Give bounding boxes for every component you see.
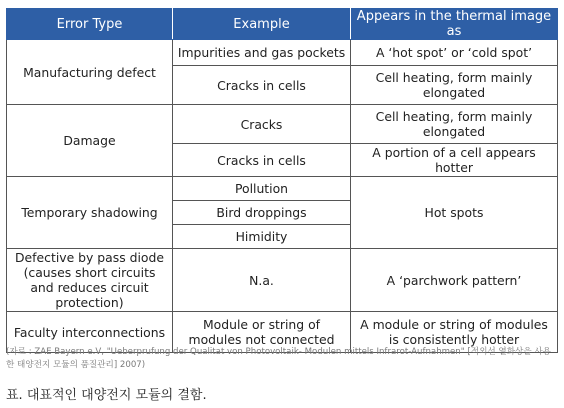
appearance-cell: A ‘hot spot’ or ‘cold spot’: [351, 40, 558, 66]
source-note: (자료 : ZAE Bayern e.V, "Ueberprufung der Qualitat von Photovoltaik- Modulen mittels Infrarot-Aufnahmen" [적외선 열화상을 사용한 태양전지 모듈의 품질관리] 2007): [6, 347, 551, 370]
example-cell: Module or string of modules not connected: [173, 312, 351, 353]
example-cell: Pollution: [173, 177, 351, 201]
example-cell: Cracks: [173, 105, 351, 144]
error-type-cell: Faculty interconnections: [7, 312, 173, 353]
example-cell: Himidity: [173, 225, 351, 249]
table-caption: 표. 대표적인 대양전지 모듈의 결함.: [6, 388, 207, 403]
appearance-cell: Cell heating, form mainly elongated: [351, 66, 558, 105]
example-cell: Impurities and gas pockets: [173, 40, 351, 66]
example-cell: N.a.: [173, 249, 351, 312]
error-type-cell: Damage: [7, 105, 173, 177]
appearance-cell: A module or string of modules is consistently hotter: [351, 312, 558, 353]
table-row: [7, 105, 558, 144]
table-row: [7, 249, 558, 312]
example-cell: Cracks in cells: [173, 144, 351, 177]
error-type-cell: Temporary shadowing: [7, 177, 173, 249]
header-appearance: Appears in the thermal image as: [351, 9, 558, 40]
appearance-cell: A ‘parchwork pattern’: [351, 249, 558, 312]
defect-table: [6, 8, 558, 353]
example-cell: Cracks in cells: [173, 66, 351, 105]
table-header-row: [7, 9, 558, 40]
appearance-cell: A portion of a cell appears hotter: [351, 144, 558, 177]
appearance-cell: Cell heating, form mainly elongated: [351, 105, 558, 144]
header-example: Example: [173, 9, 351, 40]
table-row: [7, 40, 558, 66]
table-row: [7, 177, 558, 201]
appearance-cell: Hot spots: [351, 177, 558, 249]
defect-table-container: [6, 8, 557, 353]
header-error-type: Error Type: [7, 9, 173, 40]
example-cell: Bird droppings: [173, 201, 351, 225]
error-type-cell: Defective by pass diode (causes short circuits and reduces circuit protection): [7, 249, 173, 312]
error-type-cell: Manufacturing defect: [7, 40, 173, 105]
